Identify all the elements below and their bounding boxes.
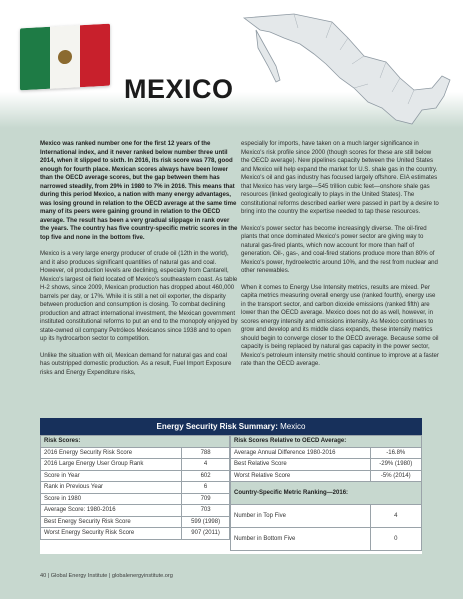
table-header-row — [41, 436, 230, 448]
row-label: Rank in Previous Year — [41, 482, 182, 494]
table-row — [231, 459, 422, 471]
row-value: 4 — [182, 459, 230, 471]
body-paragraph: especially for imports, have taken on a much larger significance in Mexico's risk profile since 2000 (though scores for these are still below the OECD average). New pipelines capacity between the United States and Mexico will help expand the market for U.S. shale gas in the country. Mexico's oil and gas industry has focused largely offshore. EIA estimates that Mexico has very large—545 trillion cubic feet—onshore shale gas resources (linked geologically to plays in the United States). The constitutional reforms described earlier were passed in part by a desire to bring into the country the expertise needed to tap these resources. — [241, 140, 439, 215]
table-row — [231, 447, 422, 459]
right-column — [241, 140, 439, 377]
row-value: 4 — [370, 505, 421, 528]
row-value: 6 — [182, 482, 230, 494]
row-label: Score in 1980 — [41, 493, 182, 505]
row-value: 0 — [370, 528, 421, 551]
body-paragraph: Unlike the situation with oil, Mexican demand for natural gas and coal has outstripped domestic production. As a result, Fuel Import Exposure risks and Energy Expenditure risks, — [40, 351, 232, 376]
row-label: 2016 Energy Security Risk Score — [41, 447, 182, 459]
table-row — [231, 470, 422, 482]
summary-title-text: Energy Security Risk Summary: — [156, 422, 278, 431]
table-header-row — [231, 436, 422, 448]
summary-title — [40, 418, 422, 435]
row-label: Number in Top Five — [231, 505, 371, 528]
page-title: MEXICO — [124, 74, 234, 104]
page-footer: 40 | Global Energy Institute | globalenergyinstitute.org — [40, 573, 173, 579]
mexico-map-icon — [236, 4, 458, 132]
left-column — [40, 140, 238, 385]
table-row — [231, 528, 422, 551]
table-row — [41, 447, 230, 459]
row-label: Best Energy Security Risk Score — [41, 516, 182, 528]
table-row — [41, 516, 230, 528]
table-row — [41, 528, 230, 540]
table-row — [41, 505, 230, 517]
flag-red-stripe — [80, 24, 110, 88]
table-header: Country-Specific Metric Ranking—2016: — [231, 482, 422, 505]
risk-scores-table — [40, 435, 230, 540]
row-value: 599 (1998) — [182, 516, 230, 528]
table-header: Risk Scores Relative to OECD Average: — [231, 436, 422, 448]
risk-summary-box — [40, 418, 422, 554]
row-label: Number in Bottom Five — [231, 528, 371, 551]
table-row — [41, 459, 230, 471]
row-value: 602 — [182, 470, 230, 482]
row-label: Score in Year — [41, 470, 182, 482]
row-label: Worst Relative Score — [231, 470, 371, 482]
row-value: 907 (2011) — [182, 528, 230, 540]
row-label: 2016 Large Energy User Group Rank — [41, 459, 182, 471]
body-paragraph: Mexico is a very large energy producer of crude oil (12th in the world), and it also produces significant quantities of natural gas and coal. However, oil production levels are declining, especially from Cantarell, Mexico's largest oil field located off Mexico's southeastern coast. As table H-2 shows, since 2009, Mexican production has dropped about 460,000 barrels per day, or 17%. While it is still a net oil exporter, the disparity between production and consumption is closing. To combat declining production and attract international investment, the Mexican government instituted constitutional reforms to put an end to the monopoly enjoyed by state-owned oil company Petróleos Mexicanos since 1938 and to open up its hydrocarbon sector to competition. — [40, 250, 238, 342]
row-label: Best Relative Score — [231, 459, 371, 471]
body-paragraph: When it comes to Energy Use Intensity metrics, results are mixed. Per capita metrics measuring overall energy use (ranked fourth), energy use in the transport sector, and carbon dioxide emissions (ranked fifth) are lower than the OECD average. Mexico does not do as well, however, in scores energy intensity and emissions intensity. As Mexico continues to grow and develop and its middle class expands, these intensity metrics should begin to converge closer to the OECD average. Because some oil capacity is being replaced by natural gas capacity in the power sector, Mexico's petroleum intensity metric should continue to improve at a faster rate than the OECD average. — [241, 283, 439, 367]
row-value: 788 — [182, 447, 230, 459]
intro-paragraph: Mexico was ranked number one for the first 12 years of the International index, and it never ranked below number three until 2014, when it slipped to sixth. In 2016, its risk score was 778, good enough for fourth place. Mexican scores always have been lower than the OECD average scores, but the gap between them has narrowed steadily, from 29% in 1980 to 7% in 2016. This means that during this period Mexico, a nation with many energy advantages, was losing ground in relation to the OECD average at the same time many of its peers were gaining ground in relation to the OECD average. The result has been a very gradual slippage in rank over the years. The country has five country-specific metric scores in the top five and none in the bottom five. — [40, 140, 238, 241]
row-label: Worst Energy Security Risk Score — [41, 528, 182, 540]
table-header-row — [231, 482, 422, 505]
row-value: -5% (2014) — [370, 470, 421, 482]
relative-scores-table — [230, 435, 422, 551]
row-value: 703 — [182, 505, 230, 517]
table-header: Risk Scores: — [41, 436, 230, 448]
mexico-flag-icon — [20, 24, 110, 91]
row-label: Average Score: 1980-2016 — [41, 505, 182, 517]
table-row — [41, 470, 230, 482]
row-label: Average Annual Difference 1980-2016 — [231, 447, 371, 459]
flag-green-stripe — [20, 27, 50, 91]
table-row — [231, 505, 422, 528]
row-value: -16.8% — [370, 447, 421, 459]
table-row — [41, 493, 230, 505]
body-paragraph: Mexico's power sector has become increasingly diverse. The oil-fired plants that once dominated Mexico's power sector are giving way to natural gas-fired plants, which now account for more than half of generation. Oil-, gas-, and coal-fired stations produce more than 80% of Mexico's power, hydroelectric around 10%, and the rest from nuclear and other renewables. — [241, 224, 438, 274]
table-row — [41, 482, 230, 494]
row-value: -29% (1980) — [370, 459, 421, 471]
row-value: 709 — [182, 493, 230, 505]
summary-country: Mexico — [280, 422, 306, 431]
